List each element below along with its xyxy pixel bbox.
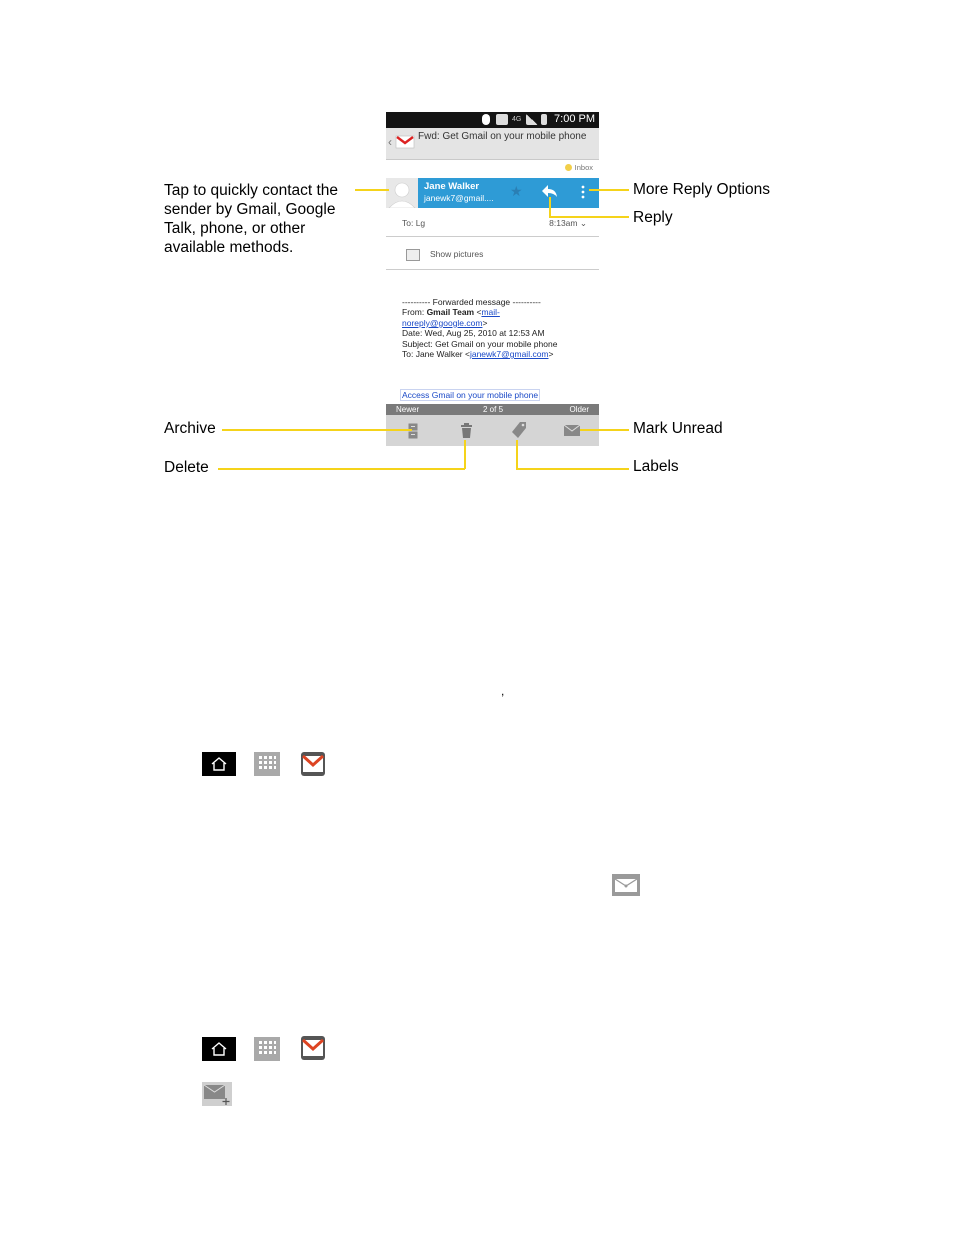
contact-callout [164, 181, 338, 257]
from-line [402, 307, 597, 317]
contact-callout-line2: sender by Gmail, Google [164, 201, 336, 218]
sender-bar [386, 178, 599, 208]
signal-icon [526, 114, 538, 125]
email-subject: Fwd: Get Gmail on your mobile phone [418, 131, 587, 142]
mark-unread-envelope-icon[interactable] [564, 425, 580, 436]
to-label: To: Jane Walker < [402, 349, 470, 360]
envelope-icon [612, 874, 640, 896]
received-time-text: 8:13am [549, 218, 578, 228]
from-name: Gmail Team [426, 307, 475, 318]
contact-picture-icon [386, 178, 418, 208]
reply-callout-hline [549, 216, 629, 218]
sender-avatar[interactable] [386, 178, 418, 208]
contact-callout-line3: Talk, phone, or other [164, 220, 306, 237]
received-time [549, 218, 587, 229]
gmail-icon-2 [300, 1035, 326, 1061]
reply-callout-vline [549, 197, 551, 217]
nfc-icon [496, 114, 508, 125]
more-reply-callout: More Reply Options [633, 181, 770, 198]
contact-callout-line [355, 189, 389, 191]
labels-callout-hline [516, 468, 629, 470]
status-bar [386, 112, 599, 128]
battery-icon [541, 114, 547, 125]
chevron-down-icon: ⌄ [579, 218, 587, 228]
mark-unread-callout-line [580, 429, 629, 431]
recipient-text: To: Lg [402, 218, 426, 228]
home-icon [202, 752, 236, 776]
from-label: From: [402, 307, 427, 318]
delete-callout-vline [464, 440, 466, 469]
inbox-label-text: Inbox [574, 163, 593, 172]
mark-unread-callout: Mark Unread [633, 420, 723, 437]
message-nav-bar [386, 404, 599, 415]
label-dot-icon [565, 164, 572, 171]
delete-callout-hline [218, 468, 465, 470]
subject-line: Subject: Get Gmail on your mobile phone [402, 338, 558, 349]
gmail-screenshot [386, 112, 599, 446]
reply-callout: Reply [633, 209, 673, 226]
from-email-link-cont[interactable]: noreply@google.com [402, 317, 483, 328]
back-chevron-icon[interactable]: ‹ [388, 135, 392, 149]
older-button[interactable]: Older [569, 405, 589, 414]
gmail-logo-icon[interactable] [395, 134, 415, 150]
newer-button[interactable]: Newer [396, 405, 420, 414]
to-email-link[interactable]: janewk7@gmail.com [469, 349, 549, 360]
apps-icon-2 [254, 1037, 280, 1061]
date-line: Date: Wed, Aug 25, 2010 at 12:53 AM [402, 328, 545, 339]
delete-callout: Delete [164, 459, 209, 476]
from-email-link[interactable]: mail- [481, 307, 500, 318]
4g-icon: 4G [512, 116, 522, 123]
more-options-callout-line [589, 189, 629, 191]
status-time: 7:00 PM [554, 113, 595, 125]
message-position: 2 of 5 [483, 405, 504, 414]
picture-icon [406, 249, 420, 261]
labels-callout-vline [516, 440, 518, 469]
reply-icon[interactable] [542, 184, 558, 198]
from-close: > [482, 317, 488, 328]
stray-comma: , [501, 684, 505, 698]
to-close: > [548, 349, 554, 360]
sender-email: janewk7@gmail.... [424, 193, 494, 203]
labels-callout: Labels [633, 458, 679, 475]
archive-icon[interactable] [408, 423, 418, 439]
from-line-cont [402, 318, 597, 328]
action-bar [386, 128, 599, 160]
sender-name: Jane Walker [424, 181, 480, 192]
bottom-toolbar [386, 415, 599, 446]
gmail-icon [300, 751, 326, 777]
label-tag-icon[interactable] [512, 422, 526, 438]
email-body [402, 297, 597, 359]
home-icon-2 [202, 1037, 236, 1061]
trash-icon[interactable] [461, 423, 472, 438]
from-open: < [474, 307, 482, 318]
compose-icon [202, 1082, 232, 1106]
archive-callout-line [222, 429, 412, 431]
star-icon[interactable]: ★ [510, 183, 523, 199]
label-row [386, 160, 599, 177]
show-pictures-text: Show pictures [430, 249, 484, 259]
contact-callout-line4: available methods. [164, 239, 294, 256]
archive-callout: Archive [164, 420, 216, 437]
forwarded-header: ---------- Forwarded message ---------- [402, 297, 541, 307]
access-gmail-link[interactable]: Access Gmail on your mobile phone [402, 390, 539, 400]
contact-callout-line1: Tap to quickly contact the [164, 182, 339, 199]
to-line [402, 349, 597, 359]
inbox-label[interactable] [565, 163, 593, 172]
more-options-icon[interactable] [581, 185, 585, 199]
bluetooth-icon [482, 114, 490, 125]
show-pictures-row[interactable] [386, 241, 599, 270]
apps-icon [254, 752, 280, 776]
